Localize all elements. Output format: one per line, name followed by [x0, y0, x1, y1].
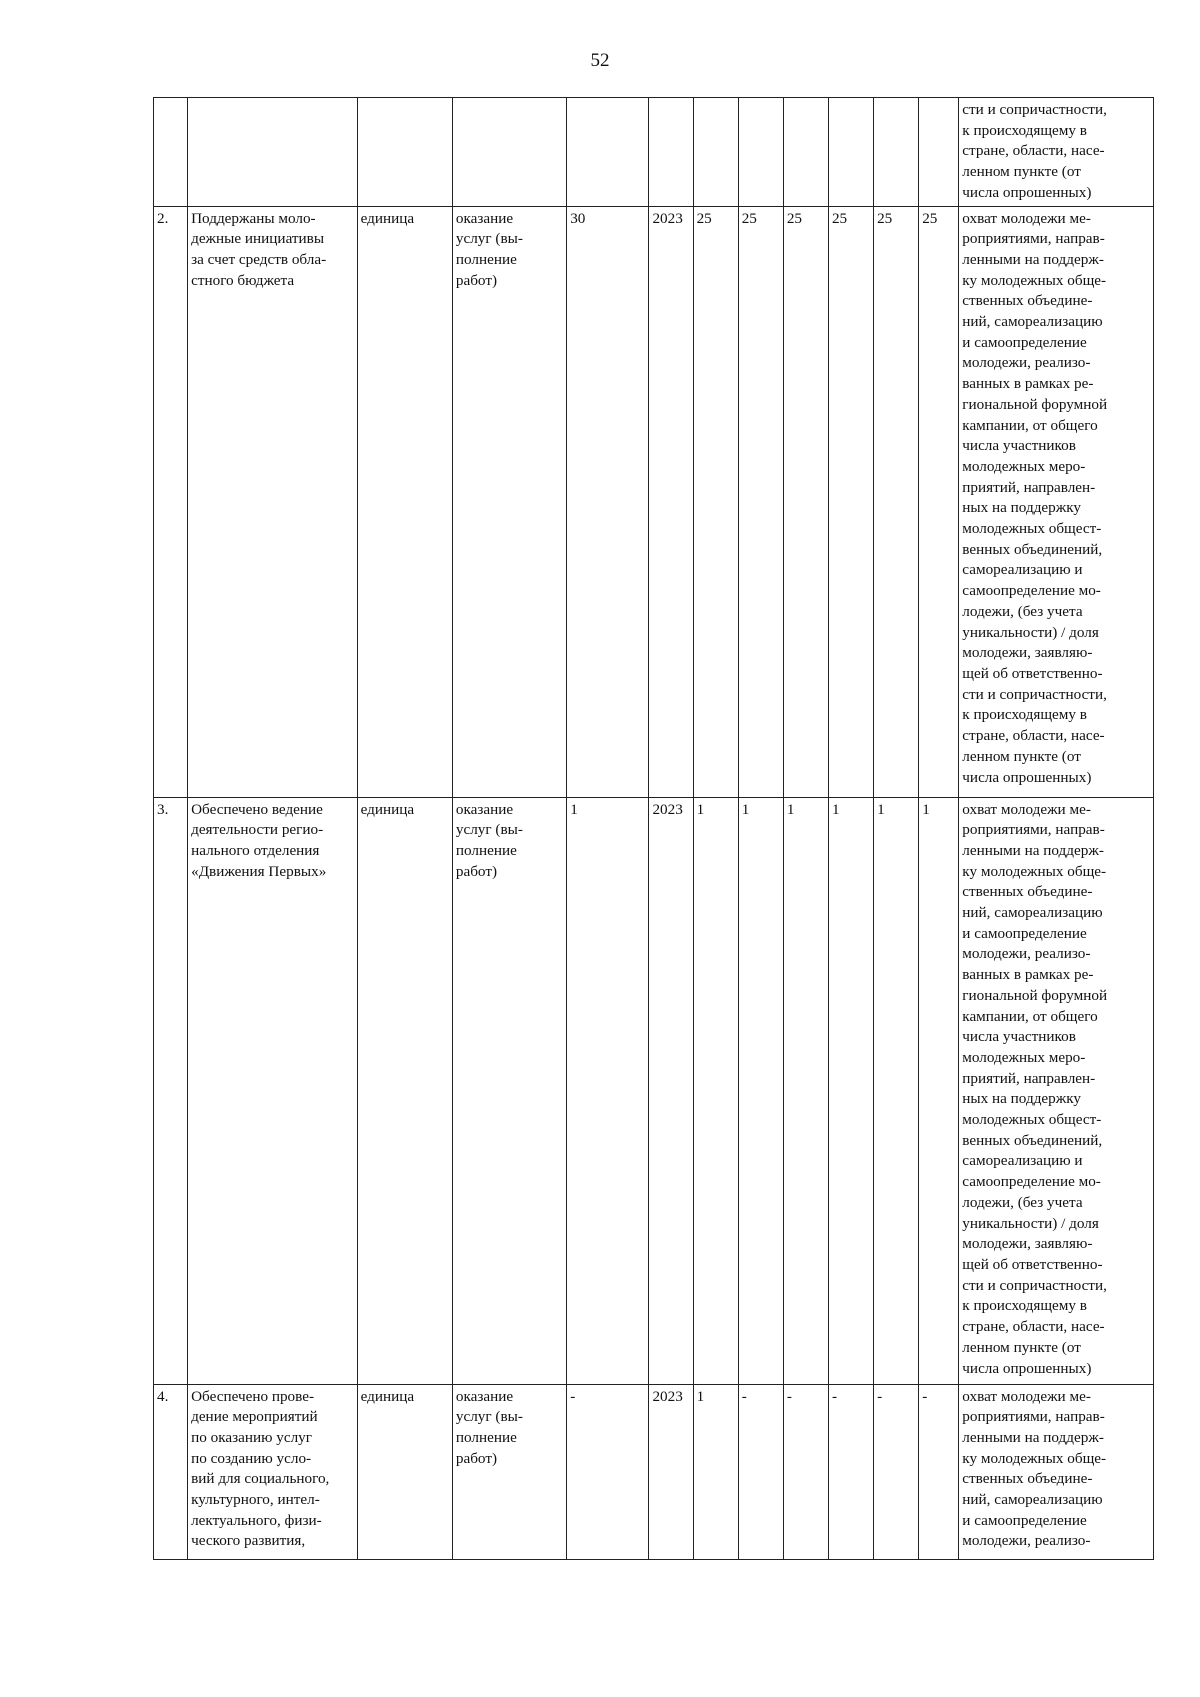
cell-value-6: 25 — [919, 206, 959, 797]
cell-base-year — [649, 98, 693, 207]
cell-value-5: - — [874, 1384, 919, 1559]
cell-value-1: 1 — [693, 1384, 738, 1559]
cell-num — [154, 98, 188, 207]
cell-value-4 — [828, 98, 873, 207]
cell-base-value — [567, 98, 649, 207]
cell-type: оказание услуг (вы- полнение работ) — [452, 206, 566, 797]
cell-value-3 — [783, 98, 828, 207]
cell-base-year: 2023 — [649, 797, 693, 1384]
cell-value-2: - — [738, 1384, 783, 1559]
cell-value-4: 25 — [828, 206, 873, 797]
table-row — [154, 206, 1154, 797]
cell-description: сти и сопричастности, к происходящему в стране, области, насе- ленном пункте (от числа опрошенных) — [959, 98, 1154, 207]
cell-type — [452, 98, 566, 207]
cell-num: 2. — [154, 206, 188, 797]
cell-value-1: 25 — [693, 206, 738, 797]
cell-value-6 — [919, 98, 959, 207]
cell-value-5: 1 — [874, 797, 919, 1384]
indicators-table — [153, 97, 1154, 1560]
table-row-continuation — [154, 98, 1154, 207]
cell-base-year: 2023 — [649, 206, 693, 797]
cell-name — [188, 98, 358, 207]
cell-value-4: - — [828, 1384, 873, 1559]
cell-base-value: - — [567, 1384, 649, 1559]
cell-value-6: - — [919, 1384, 959, 1559]
cell-description: охват молодежи ме- роприятиями, направ- ленными на поддерж- ку молодежных обще- ственных объедине- ний, самореализацию и самоопределение молодежи, реализо- ванных в рамках ре- гиональной форумной кампании, от общего числа участников молодежных меро- приятий, направлен- ных на поддержку молодежных общест- венных объединений, самореализацию и самоопределение мо- лодежи, (без учета уникальности) / доля молодежи, заявляю- щей об ответственно- сти и сопричастности, к происходящему в стране, области, насе- ленном пункте (от числа опрошенных) — [959, 206, 1154, 797]
cell-value-5: 25 — [874, 206, 919, 797]
cell-value-3: 1 — [783, 797, 828, 1384]
table-row — [154, 797, 1154, 1384]
cell-value-3: - — [783, 1384, 828, 1559]
table-row — [154, 1384, 1154, 1559]
cell-description: охват молодежи ме- роприятиями, направ- ленными на поддерж- ку молодежных обще- ственных объедине- ний, самореализацию и самоопределение молодежи, реализо- — [959, 1384, 1154, 1559]
cell-description: охват молодежи ме- роприятиями, направ- ленными на поддерж- ку молодежных обще- ственных объедине- ний, самореализацию и самоопределение молодежи, реализо- ванных в рамках ре- гиональной форумной кампании, от общего числа участников молодежных меро- приятий, направлен- ных на поддержку молодежных общест- венных объединений, самореализацию и самоопределение мо- лодежи, (без учета уникальности) / доля молодежи, заявляю- щей об ответственно- сти и сопричастности, к происходящему в стране, области, насе- ленном пункте (от числа опрошенных) — [959, 797, 1154, 1384]
cell-value-2: 1 — [738, 797, 783, 1384]
cell-value-2 — [738, 98, 783, 207]
cell-type: оказание услуг (вы- полнение работ) — [452, 1384, 566, 1559]
page-number: 52 — [590, 50, 610, 71]
cell-unit — [357, 98, 452, 207]
cell-num: 4. — [154, 1384, 188, 1559]
cell-name: Обеспечено прове- дение мероприятий по оказанию услуг по созданию усло- вий для социального, культурного, интел- лектуального, физи- ческого развития, — [188, 1384, 358, 1559]
cell-value-1: 1 — [693, 797, 738, 1384]
cell-base-year: 2023 — [649, 1384, 693, 1559]
cell-value-4: 1 — [828, 797, 873, 1384]
cell-unit: единица — [357, 797, 452, 1384]
cell-base-value: 1 — [567, 797, 649, 1384]
cell-value-1 — [693, 98, 738, 207]
cell-value-5 — [874, 98, 919, 207]
cell-name: Поддержаны моло- дежные инициативы за счет средств обла- стного бюджета — [188, 206, 358, 797]
cell-type: оказание услуг (вы- полнение работ) — [452, 797, 566, 1384]
cell-base-value: 30 — [567, 206, 649, 797]
cell-name: Обеспечено ведение деятельности регио- нального отделения «Движения Первых» — [188, 797, 358, 1384]
cell-value-2: 25 — [738, 206, 783, 797]
cell-unit: единица — [357, 1384, 452, 1559]
cell-value-3: 25 — [783, 206, 828, 797]
cell-unit: единица — [357, 206, 452, 797]
cell-value-6: 1 — [919, 797, 959, 1384]
cell-num: 3. — [154, 797, 188, 1384]
